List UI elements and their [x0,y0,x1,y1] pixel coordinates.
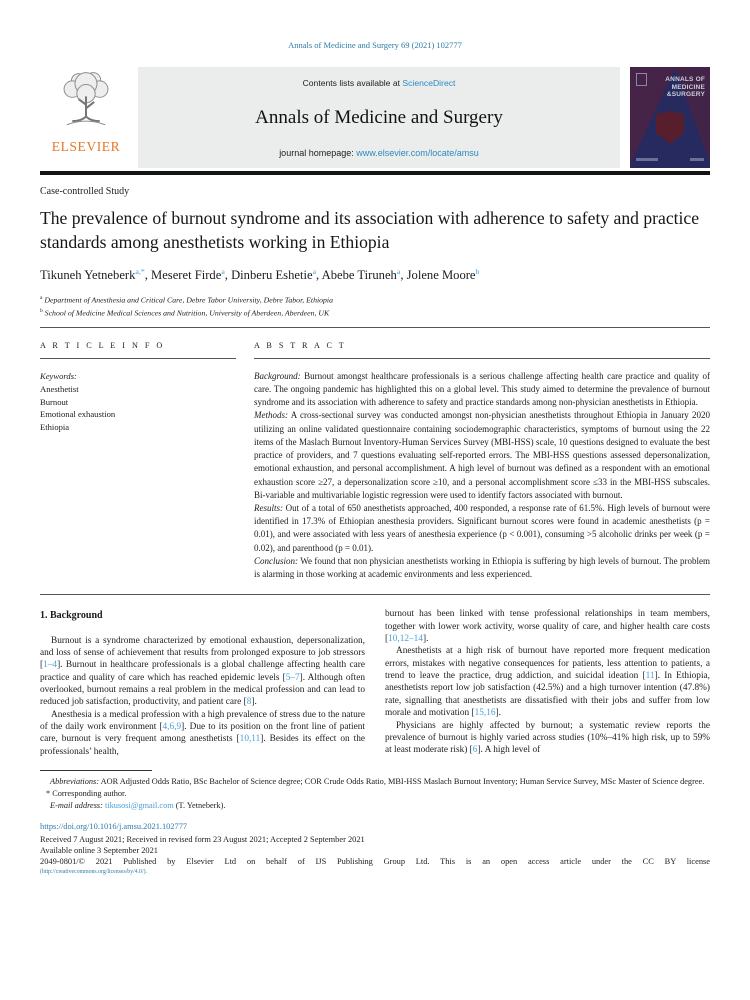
citation-ref[interactable]: 8 [246,697,252,708]
body-text: Anesthetists at a high risk of burnout have reported more frequent medication errors, mistakes with negative consequences for patients, less attention to patients, a trend to leave the practice, drug addiction, and suicidal ideation [ [385,646,710,682]
email-note: E-mail address: tikusosi@gmail.com (T. Yetneberk). [50,801,226,811]
author[interactable]: Jolene Moore$^b$ [406,267,480,283]
cover-footer-bar-right [690,158,704,161]
journal-homepage-link[interactable]: www.elsevier.com/locate/amsu [356,148,479,158]
footnotes [40,776,710,812]
body-right-column [385,608,710,758]
author[interactable]: Dinberu Eshetie$^a$ [231,267,317,283]
header-divider [40,171,710,175]
abstract-text [254,370,710,582]
author-affil-mark[interactable]: a [396,267,401,277]
abstract-heading: A B S T R A C T [254,340,347,350]
body-text: ]. Besides its effect on the professionals’ health, [40,734,366,757]
body-text: ]. [495,708,501,719]
available-online: Available online 3 September 2021 [40,845,158,855]
homepage-prefix: journal homepage: [279,148,357,158]
abstract-background: Background: Burnout amongst healthcare professionals is a serious challenge affecting health care practice and quality of care. The ongoing pandemic has highlighted this on a global level. This study aimed to determine the prevalence of burnout syndrome and its association with adherence to safety and practice standards among non-physician anesthetists in Ethiopia. [254,370,710,408]
article-category: Case-controlled Study [40,185,130,197]
title-divider [40,327,710,328]
author-affil-mark[interactable]: a [221,267,225,277]
body-text: ]. A high level of [477,745,541,756]
journal-banner [138,67,620,168]
abstract-results: Results: Out of a total of 650 anesthetists approached, 400 responded, a response rate of 61.5%. High levels of burnout were identified in 17.3% of Ethiopian anesthesia providers. Significant burnout scores were found in academic anesthetists (p = 0.01), and were associated with less years of anesthesia experience (p < 0.001), consuming >5 alcoholic drinks per week (p = 0.02), and parenthood (p = 0.01). [254,502,710,553]
cover-crest-icon [656,111,684,144]
body-text: ]. Although often overlooked, burnout remains a real problem in the medical profession and can lead to reduced job satisfaction, productivity, and patient care [ [40,672,365,708]
citation-ref[interactable]: 15,16 [474,708,496,719]
keyword: Anesthetist [40,383,79,394]
body-text: ]. Due to its position on the front line of patient care, burnout is very frequent among anesthetists [ [40,722,365,745]
journal-citation: Annals of Medicine and Surgery 69 (2021) 102777 [288,40,462,50]
body-paragraph [385,720,710,757]
citation-ref[interactable]: 1–4 [43,660,58,671]
keyword: Emotional exhaustion [40,409,116,420]
corresponding-author-note: * Corresponding author. [46,789,127,799]
citation-ref[interactable]: 10,12–14 [388,634,423,644]
author[interactable]: Abebe Tiruneh$^a$ [321,267,401,283]
body-paragraph [385,608,710,645]
abstract-methods: Methods: A cross-sectional survey was conducted amongst non-physician anesthetists throughout Ethiopia in January 2020 utilizing an online validated questionnaire containing sociodemographic characteristics, symptoms of burnout using the 22 items of the Maslach Burnout Inventory-Human Services Survey (MBI-HSS) scale, 10 questions designed to evaluate the best practice of providers, and 7 questions evaluating self-reported errors. The MBI-HSS questions assessed depersonalization, emotional exhaustion, and personal accomplishment. A high level of burnout was defined as a respondent with an emotional exhaustion score ≥27, a depersonalization score ≥10, and a personal accomplishment score ≤33 in the MBI-HSS subscales. Bi-variable and multivariable logistic regression were used to identify factors associated with burnout. [254,410,710,500]
body-paragraph [40,709,365,758]
body-text: ]. In Ethiopia, anesthetists report low job satisfaction (42.5%) and a high turnover intention (47.8%) rate, signalling that anesthetists are dissatisfied with their jobs and suffer from low morale and motivation [ [385,671,710,719]
sciencedirect-link[interactable]: ScienceDirect [402,78,456,88]
elsevier-logo-text: ELSEVIER [51,139,121,154]
cover-title-line3: &SURGERY [666,91,705,99]
citation-ref[interactable]: 11 [645,671,655,682]
article-info-heading: A R T I C L E I N F O [40,340,165,350]
citation-ref[interactable]: 10,11 [239,734,261,745]
article-title: The prevalence of burnout syndrome and its association with adherence to safety and practice standards among anesthetists working in Ethiopia [40,207,700,252]
elsevier-logo[interactable] [40,67,132,168]
homepage-line [138,148,620,158]
received-dates: Received 7 August 2021; Received in revised form 23 August 2021; Accepted 2 September 2021 [40,834,365,844]
journal-cover-thumbnail[interactable] [630,67,710,168]
abstract-bottom-divider [40,594,710,595]
keyword: Ethiopia [40,422,70,433]
author[interactable]: Meseret Firde$^a$ [151,267,225,283]
elsevier-tree-icon [56,69,116,138]
citation-ref[interactable]: 4,6,9 [162,722,182,733]
body-paragraph [385,645,710,719]
citation-ref[interactable]: 5–7 [285,672,300,683]
body-left-column [40,608,365,758]
affiliation: $^b$ School of Medicine Medical Sciences and Nutrition, University of Aberdeen, Aberdeen, UK [40,307,330,318]
keyword: Burnout [40,396,69,407]
page-footer [40,821,710,876]
section-heading-background: 1. Background [40,610,103,622]
issn-license-line: 2049-0801/© 2021 Published by Elsevier Ltd on behalf of IJS Publishing Group Ltd. This is an open access article under the CC BY license [40,857,710,867]
keywords-label: Keywords: [40,370,77,381]
body-text: ]. [422,634,429,644]
body-text: Anesthesia is a medical profession with a high prevalence of stress due to the nature of the daily work environment [ [40,709,365,733]
body-paragraph [40,635,365,709]
keywords-block [40,370,236,434]
body-text: ]. Burnout in healthcare professionals is a global challenge affecting health care practice and quality of care which has reached epidemic levels [ [40,660,365,683]
body-text: burnout has been linked with tense professional relationships in team members, together with lower work activity, worse quality of care, and higher health care costs [ [385,609,710,644]
cover-title-line2: MEDICINE [671,83,705,91]
author[interactable]: Tikuneh Yetneberk$^{a,*}$ [40,267,145,283]
body-text: ]. [251,697,257,708]
author-affil-mark[interactable]: a [312,267,317,277]
cc-license-link[interactable]: (http://creativecommons.org/licenses/by/4.0/). [40,868,147,875]
author-affil-mark[interactable]: b [475,267,480,277]
cover-title [665,76,705,99]
abstract-column [254,341,710,582]
body-text: Physicians are highly affected by burnout; a systematic review reports the prevalence of burnout is highly varied across studies (10%–41% high risk, up to 59% at least moderate risk) [ [385,720,710,756]
body-text: Burnout is a syndrome characterized by emotional exhaustion, depersonalization, and loss of sense of achievement that results from prolonged exposure to job stressors [ [40,635,365,671]
journal-title: Annals of Medicine and Surgery [255,107,503,128]
abstract-conclusion: Conclusion: We found that non physician anesthetists working in Ethiopia is suffering by high levels of burnout. The problem is alarming in those working at academic environments and less experienced. [254,555,710,580]
author-affil-mark[interactable]: a,* [135,267,145,277]
article-info-column [40,341,236,582]
cover-footer-bar-left [636,158,658,161]
abstract-rule [254,358,710,359]
abbreviations-note: Abbreviations: AOR Adjusted Odds Ratio, BSc Bachelor of Science degree; COR Crude Odds Ratio, MBI-HSS Maslach Burnout Inventory; Human Service Survey, MSc Master of Science degree. [50,777,705,787]
doi-link[interactable]: https://doi.org/10.1016/j.amsu.2021.102777 [40,822,188,832]
contents-line [138,78,620,88]
cover-publisher-mark-icon [636,73,647,86]
cover-title-line1: ANNALS OF [665,76,705,83]
article-body [40,608,710,758]
footnote-divider [40,770,152,771]
email-link[interactable]: tikusosi@gmail.com [105,801,174,811]
affiliations [40,294,710,319]
contents-prefix: Contents lists available at [302,78,403,88]
author-list: Tikuneh Yetneberk$^{a,*}$, Meseret Firde$^a$, Dinberu Eshetie$^a$, Abebe Tiruneh$^a$, Jolene Moore$^b$ [40,267,480,283]
affiliation: $^a$ Department of Anesthesia and Critical Care, Debre Tabor University, Debre Tabor, Ethiopia [40,295,333,305]
journal-header [40,67,710,168]
info-abstract-section [40,341,710,582]
article-info-rule [40,358,236,359]
citation-ref[interactable]: 6 [472,745,478,756]
